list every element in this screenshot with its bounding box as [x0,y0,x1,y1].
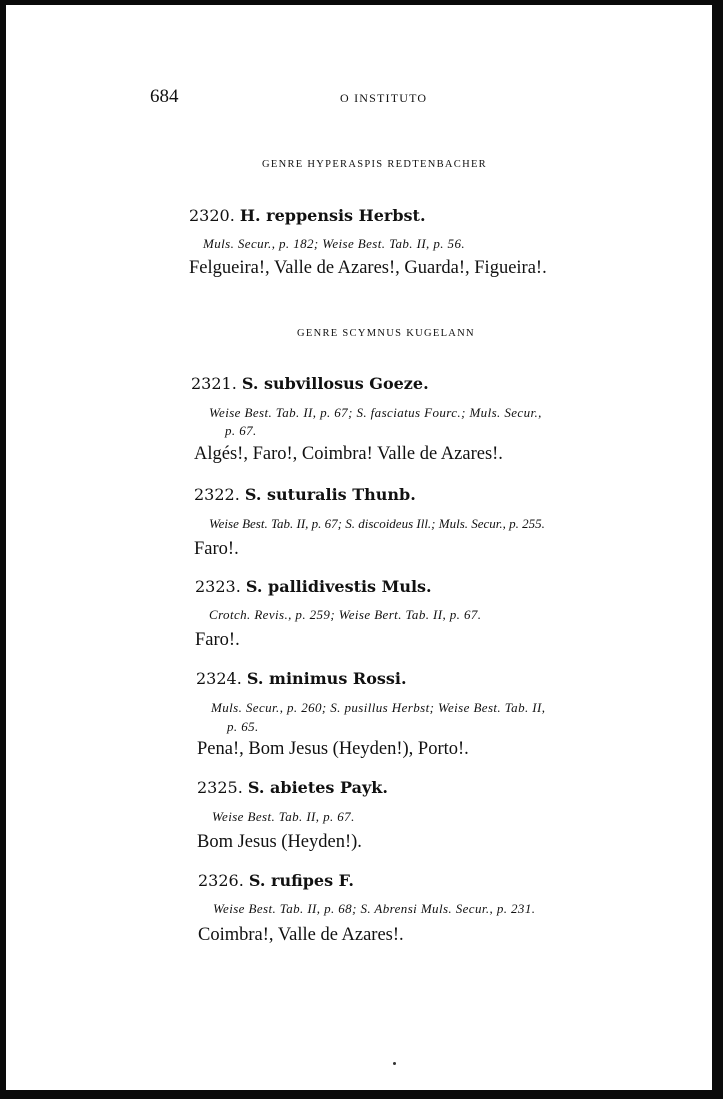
species-reference: Weise Best. Tab. II, p. 68; S. Abrensi Muls. Secur., p. 231. [213,901,536,916]
species-entry-title [196,669,407,688]
species-reference: Weise Best. Tab. II, p. 67. [212,809,355,824]
species-name: S. rufipes F. [248,871,354,890]
species-localities: Coimbra!, Valle de Azares!. [198,925,404,945]
species-number: 2321. [191,374,237,393]
species-reference: Weise Best. Tab. II, p. 67; S. discoideus Ill.; Muls. Secur., p. 255. [209,516,545,531]
species-reference: Muls. Secur., p. 260; S. pusillus Herbst; Weise Best. Tab. II, [211,700,546,715]
species-reference: Weise Best. Tab. II, p. 67; S. fasciatus Fourc.; Muls. Secur., [209,405,542,420]
page-number: 684 [150,86,179,107]
species-localities: Algés!, Faro!, Coimbra! Valle de Azares!. [194,444,503,464]
species-entry-title [195,577,432,596]
species-name: H. reppensis Herbst. [239,206,426,225]
species-localities: Faro!. [194,539,239,559]
species-number: 2323. [195,577,241,596]
genus-heading-scymnus: GENRE SCYMNUS KUGELANN [297,328,475,339]
species-entry-title [189,206,426,225]
species-name: S. suturalis Thunb. [244,485,416,504]
species-number: 2322. [194,485,240,504]
species-entry-title [191,374,429,393]
species-name: S. subvillosus Goeze. [241,374,429,393]
species-entry-title [194,485,416,504]
species-reference-continued: p. 67. [225,423,257,438]
species-number: 2324. [196,669,242,688]
species-name: S. pallidivestis Muls. [245,577,432,596]
species-localities: Pena!, Bom Jesus (Heyden!), Porto!. [197,739,469,759]
species-entry-title [197,778,388,797]
species-entry-title [198,871,354,890]
species-name: S. abietes Payk. [247,778,388,797]
species-name: S. minimus Rossi. [246,669,407,688]
species-reference: Crotch. Revis., p. 259; Weise Bert. Tab. II, p. 67. [209,607,482,622]
species-reference-continued: p. 65. [227,719,259,734]
species-localities: Bom Jesus (Heyden!). [197,832,362,852]
species-localities: Faro!. [195,630,240,650]
genus-heading-hyperaspis: GENRE HYPERASPIS REDTENBACHER [262,159,487,170]
species-number: 2320. [189,206,235,225]
species-localities: Felgueira!, Valle de Azares!, Guarda!, Figueira!. [189,258,547,278]
species-reference: Muls. Secur., p. 182; Weise Best. Tab. II, p. 56. [203,236,466,251]
species-number: 2326. [198,871,244,890]
running-title: O INSTITUTO [340,91,428,105]
species-number: 2325. [197,778,243,797]
print-speck [393,1062,396,1065]
